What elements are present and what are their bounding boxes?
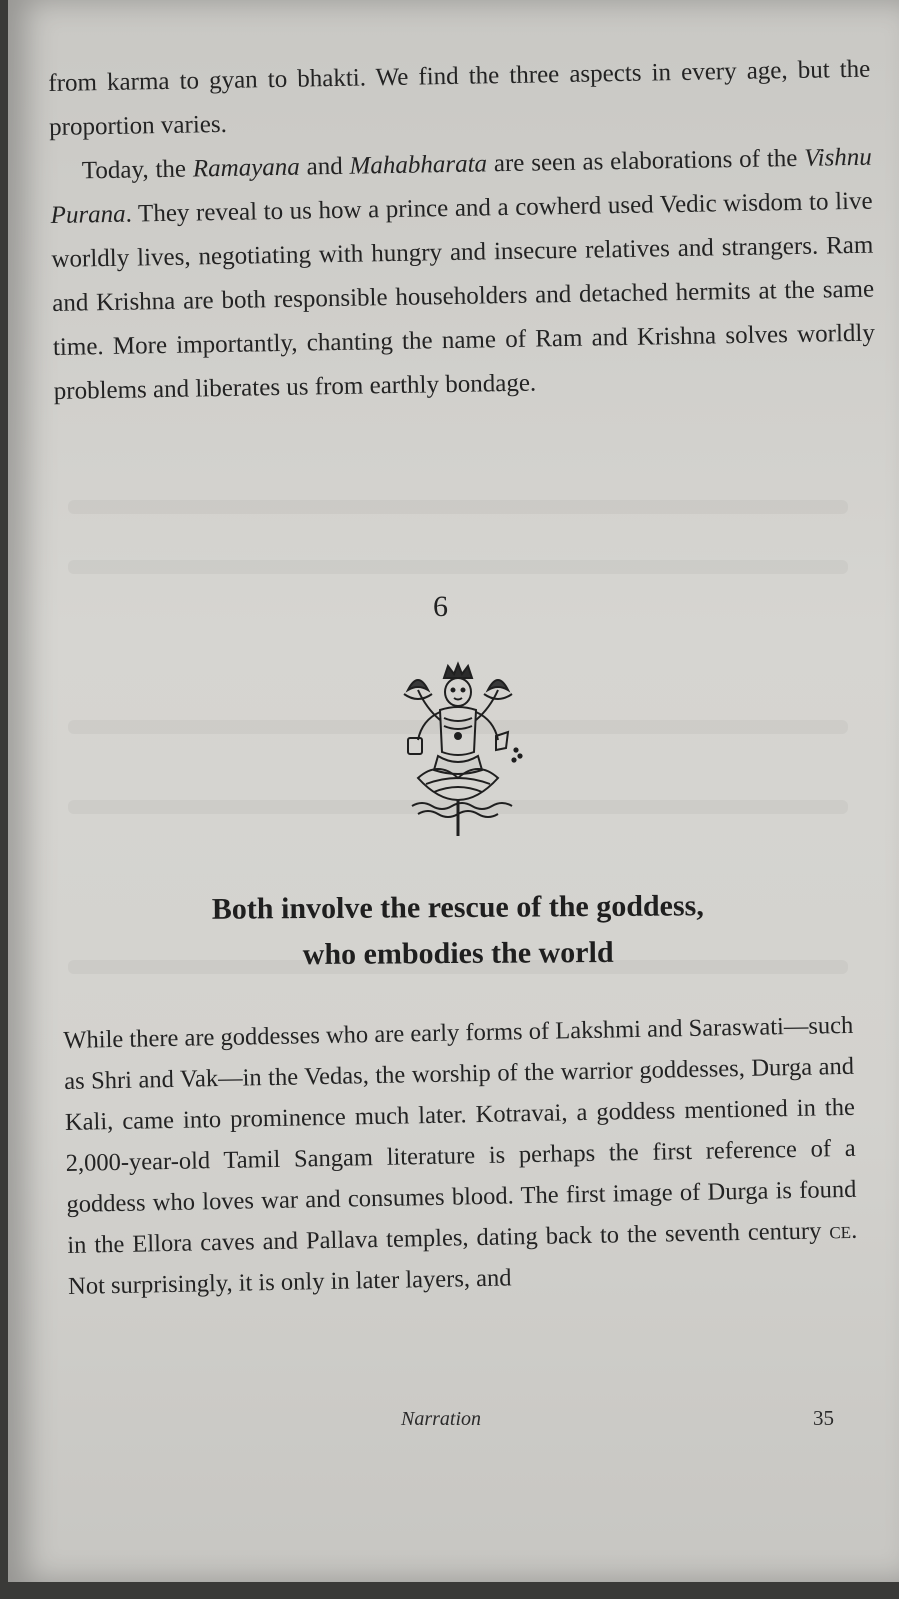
- title-mahabharata: Mahabharata: [349, 150, 488, 180]
- bleed-through-line: [68, 500, 848, 514]
- era-abbreviation: ce: [829, 1216, 852, 1245]
- paragraph-today: [50, 136, 876, 414]
- text-run: are seen as elaborations of the: [486, 144, 805, 178]
- text-run: While there are goddesses who are early forms of Lakshmi and Saraswati—such as Shri and Vak—in the Vedas, the worship of the warrior goddesses, Durga and Kali, came into prominence much later. Kotravai, a goddess mentioned in the 2,000-year-old Tamil Sangam literature is perhaps the first reference of a goddess who loves war and consumes blood. The first image of Durga is found in the Ellora caves and Pallava temples, dating back to the seventh century: [63, 1011, 857, 1259]
- text-run: Today, the: [81, 155, 194, 185]
- paragraph-continuation: from karma to gyan to bhakti. We find the three aspects in every age, but the proportion varies.: [48, 55, 871, 141]
- bleed-through-line: [68, 560, 848, 574]
- heading-line-1: Both involve the rescue of the goddess,: [211, 889, 704, 926]
- page-number: 35: [813, 1406, 834, 1430]
- heading-line-2: who embodies the world: [302, 935, 614, 972]
- goddess-lotus-illustration-icon: [378, 660, 538, 840]
- paragraph-goddesses: [63, 1005, 858, 1307]
- section-number: 6: [433, 590, 448, 623]
- title-vishnu-purana: Vishnu Purana: [50, 143, 873, 229]
- text-run: . Not surprisingly, it is only in later layers, and: [67, 1216, 858, 1300]
- book-page: [8, 0, 899, 1582]
- section-heading: [138, 883, 779, 979]
- running-title: Narration: [401, 1408, 482, 1430]
- top-paragraph: [48, 48, 876, 414]
- text-run: . They reveal to us how a prince and a cowherd used Vedic wisdom to live worldly lives, negotiating with hungry and insecure relatives and strangers. Ram and Krishna are both responsible householders and detached hermits at the same time. More importantly, chanting the name of Ram and Krishna solves worldly problems and liberates us from earthly bondage.: [51, 187, 876, 405]
- text-run: and: [299, 152, 350, 181]
- title-ramayana: Ramayana: [192, 153, 301, 183]
- bottom-paragraph: [63, 1005, 858, 1307]
